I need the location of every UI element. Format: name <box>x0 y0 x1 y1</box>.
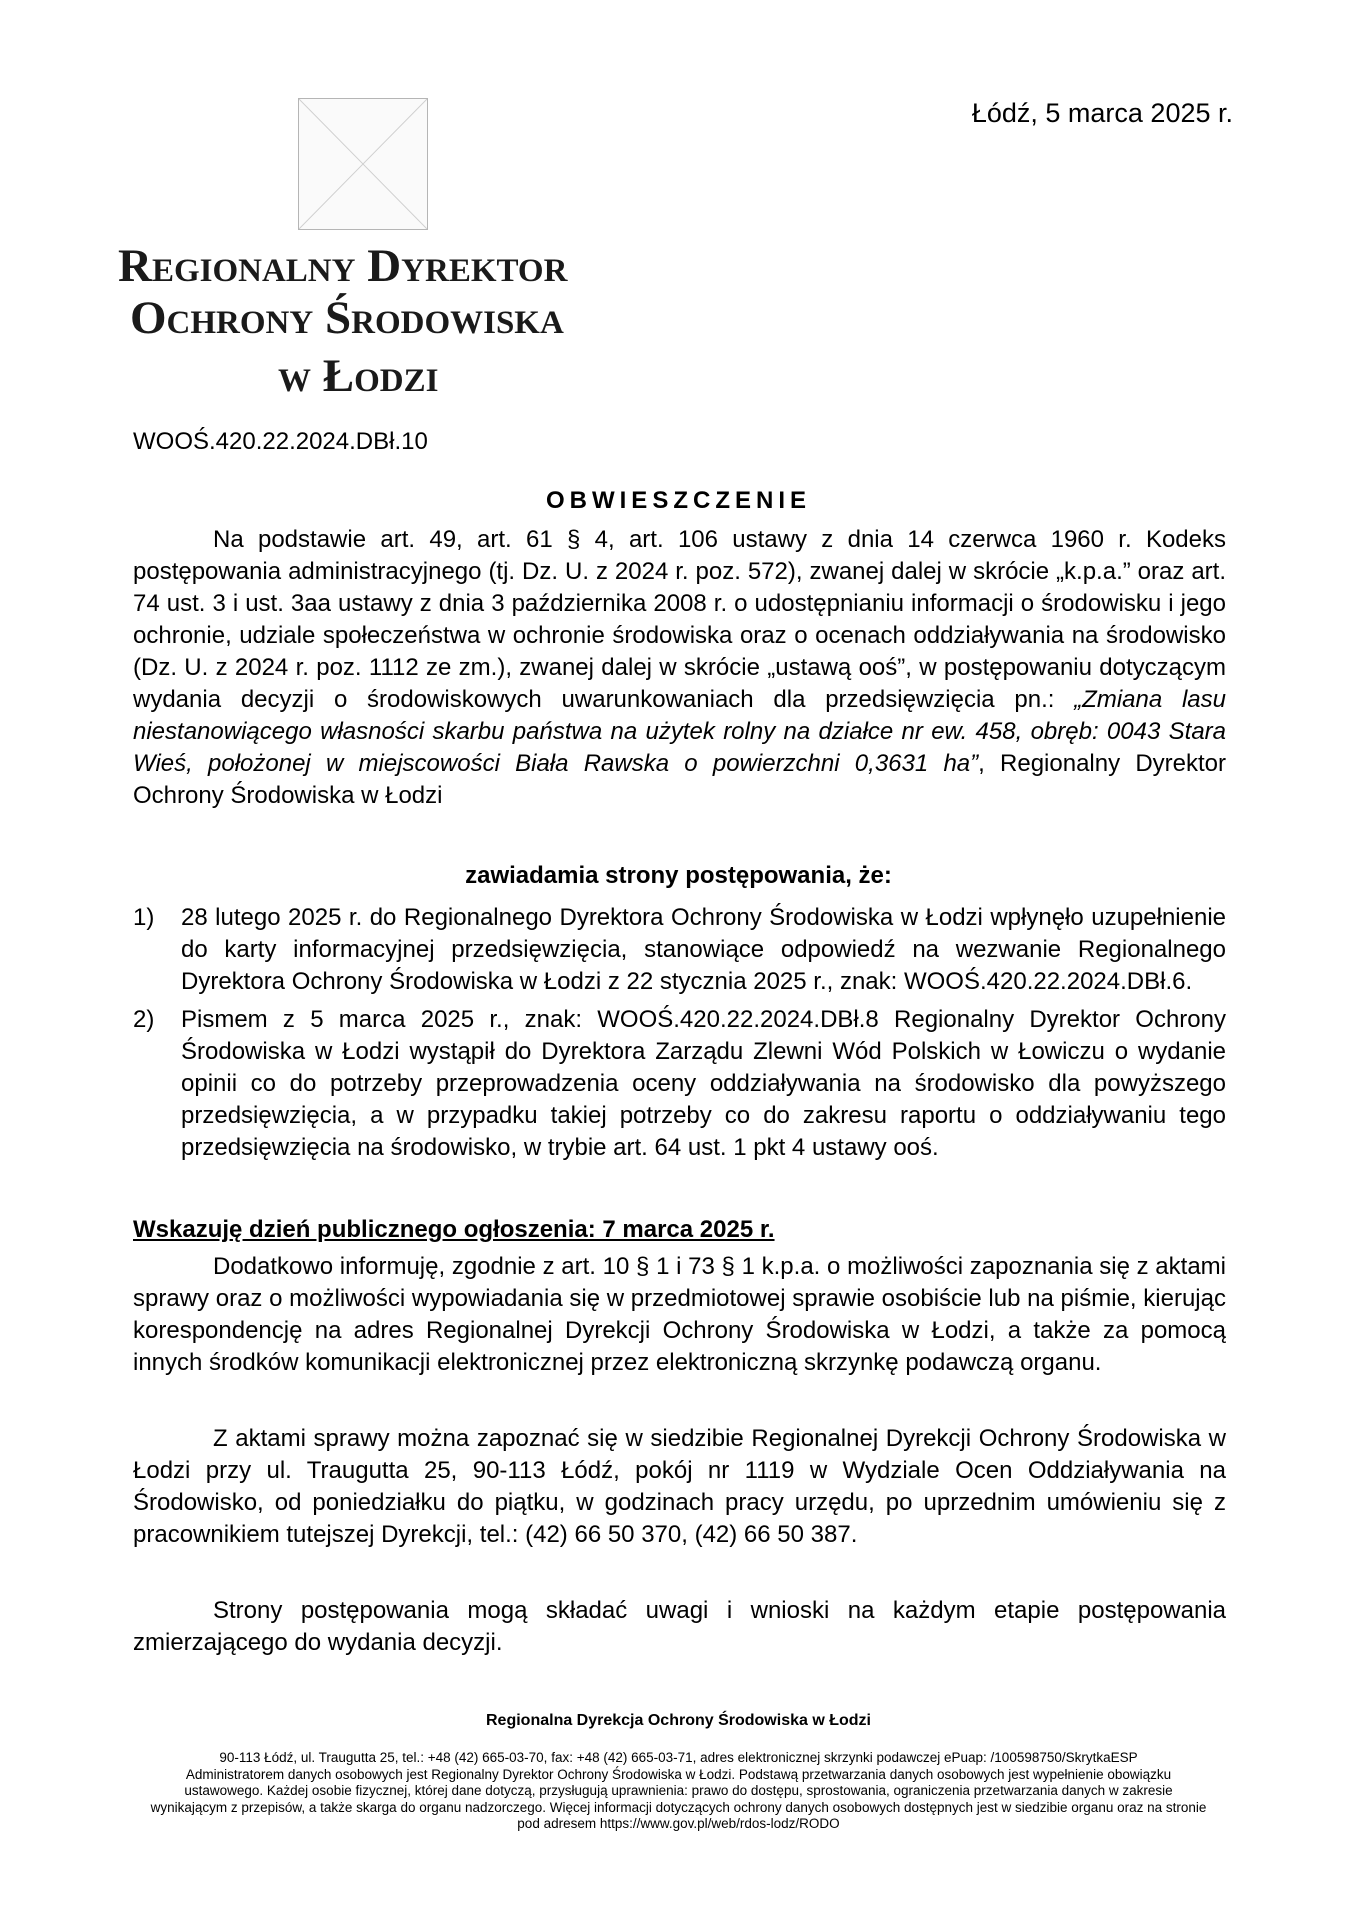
authority-line-1: Regionalny Dyrektor <box>118 240 568 292</box>
intro-text-1: Na podstawie art. 49, art. 61 § 4, art. 106 ustawy z dnia 14 czerwca 1960 r. Kodeks postępowania administracyjnego (tj. Dz. U. z 2024 r. poz. 572), zwanej dalej w skrócie „k.p.a.” oraz art. 74 ust. 3 i ust. 3aa ustawy z dnia 3 października 2008 r. o udostępnianiu informacji o środowisku i jego ochronie, udziale społeczeństwa w ochronie środowiska oraz o ocenach oddziaływania na środowisko (Dz. U. z 2024 r. poz. 1112 ze zm.), zwanej dalej w skrócie „ustawą ooś”, w postępowaniu dotyczącym wydania decyzji o środowiskowych uwarunkowaniach dla przedsięwzięcia pn.: <box>133 526 1226 713</box>
intro-paragraph <box>133 524 1226 812</box>
reference-number: WOOŚ.420.22.2024.DBł.10 <box>133 428 428 455</box>
authority-line-2: Ochrony Środowiska <box>130 292 564 344</box>
footer-title: Regionalna Dyrekcja Ochrony Środowiska w Łodzi <box>486 1712 871 1729</box>
document-date: Łódź, 5 marca 2025 r. <box>971 98 1233 128</box>
eagle-emblem-icon <box>298 98 428 230</box>
parties-paragraph: Strony postępowania mogą składać uwagi i wnioski na każdym etapie postępowania zmierzającego do wydania decyzji. <box>133 1597 1226 1656</box>
authority-line-3: w Łodzi <box>278 350 439 402</box>
notice-list <box>133 902 1226 1164</box>
additional-info-paragraph: Dodatkowo informuję, zgodnie z art. 10 § 1 i 73 § 1 k.p.a. o możliwości zapoznania się z aktami sprawy oraz o możliwości wypowiadania się w przedmiotowej sprawie osobiście lub na piśmie, kierując korespondencję na adres Regionalnej Dyrekcji Ochrony Środowiska w Łodzi, a także za pomocą innych środków komunikacji elektronicznej przez elektroniczną skrzynkę podawczą organu. <box>133 1253 1226 1376</box>
list-item-number: 2) <box>133 1006 155 1033</box>
list-item-text: 28 lutego 2025 r. do Regionalnego Dyrektora Ochrony Środowiska w Łodzi wpłynęło uzupełnienie do karty informacyjnej przedsięwzięcia, stanowiące odpowiedź na wezwanie Regionalnego Dyrektora Ochrony Środowiska w Łodzi z 22 stycznia 2025 r., znak: WOOŚ.420.22.2024.DBł.6. <box>181 904 1226 995</box>
list-item <box>133 902 1226 998</box>
footer-info <box>150 1750 1207 1833</box>
notify-heading: zawiadamia strony postępowania, że: <box>465 862 892 889</box>
list-item <box>133 1004 1226 1164</box>
intro-text-2: , Regionalny Dyrektor Ochrony Środowiska w Łodzi <box>133 750 1227 809</box>
case-files-paragraph: Z aktami sprawy można zapoznać się w siedzibie Regionalnej Dyrekcji Ochrony Środowiska w Łodzi przy ul. Traugutta 25, 90-113 Łódź, pokój nr 1119 w Wydziale Ocen Oddziaływania na Środowisko, od poniedziałku do piątku, w godzinach pracy urzędu, po uprzednim umówieniu się z pracownikiem tutejszej Dyrekcji, tel.: (42) 66 50 370, (42) 66 50 387. <box>133 1425 1226 1548</box>
public-announcement-day: Wskazuję dzień publicznego ogłoszenia: 7 marca 2025 r. <box>133 1216 775 1243</box>
list-item-text: Pismem z 5 marca 2025 r., znak: WOOŚ.420.22.2024.DBł.8 Regionalny Dyrektor Ochrony Środowiska w Łodzi wystąpił do Dyrektora Zarządu Zlewni Wód Polskich w Łowiczu o wydanie opinii co do potrzeby przeprowadzenia oceny oddziaływania na środowisko dla powyższego przedsięwzięcia, a w przypadku takiej potrzeby co do zakresu raportu o oddziaływaniu tego przedsięwzięcia na środowisko, w trybie art. 64 ust. 1 pkt 4 ustawy ooś. <box>181 1006 1226 1161</box>
footer-address: 90-113 Łódź, ul. Traugutta 25, tel.: +48 (42) 665-03-70, fax: +48 (42) 665-03-71, adres elektronicznej skrzynki podawczej ePuap: /100598750/SkrytkaESP <box>219 1750 1138 1765</box>
list-item-number: 1) <box>133 904 155 931</box>
project-name: „Zmiana lasu niestanowiącego własności skarbu państwa na użytek rolny na działce nr ew. 458, obręb: 0043 Stara Wieś, położonej w miejscowości Biała Rawska o powierzchni 0,3631 ha” <box>133 686 1226 777</box>
document-title: OBWIESZCZENIE <box>545 487 811 514</box>
footer-privacy-notice: Administratorem danych osobowych jest Regionalny Dyrektor Ochrony Środowiska w Łodzi. Podstawą przetwarzania danych osobowych jest wypełnienie obowiązku ustawowego. Każdej osobie fizycznej, której dane dotyczą, przysługują uprawnienia: prawo do dostępu, sprostowania, ograniczenia przetwarzania danych w zakresie wynikającym z przepisów, a także skarga do organu nadzorczego. Więcej informacji dotyczących ochrony danych osobowych dostępnych jest w siedzibie organu oraz na stronie pod adresem https://www.gov.pl/web/rdos-lodz/RODO <box>150 1766 1207 1831</box>
